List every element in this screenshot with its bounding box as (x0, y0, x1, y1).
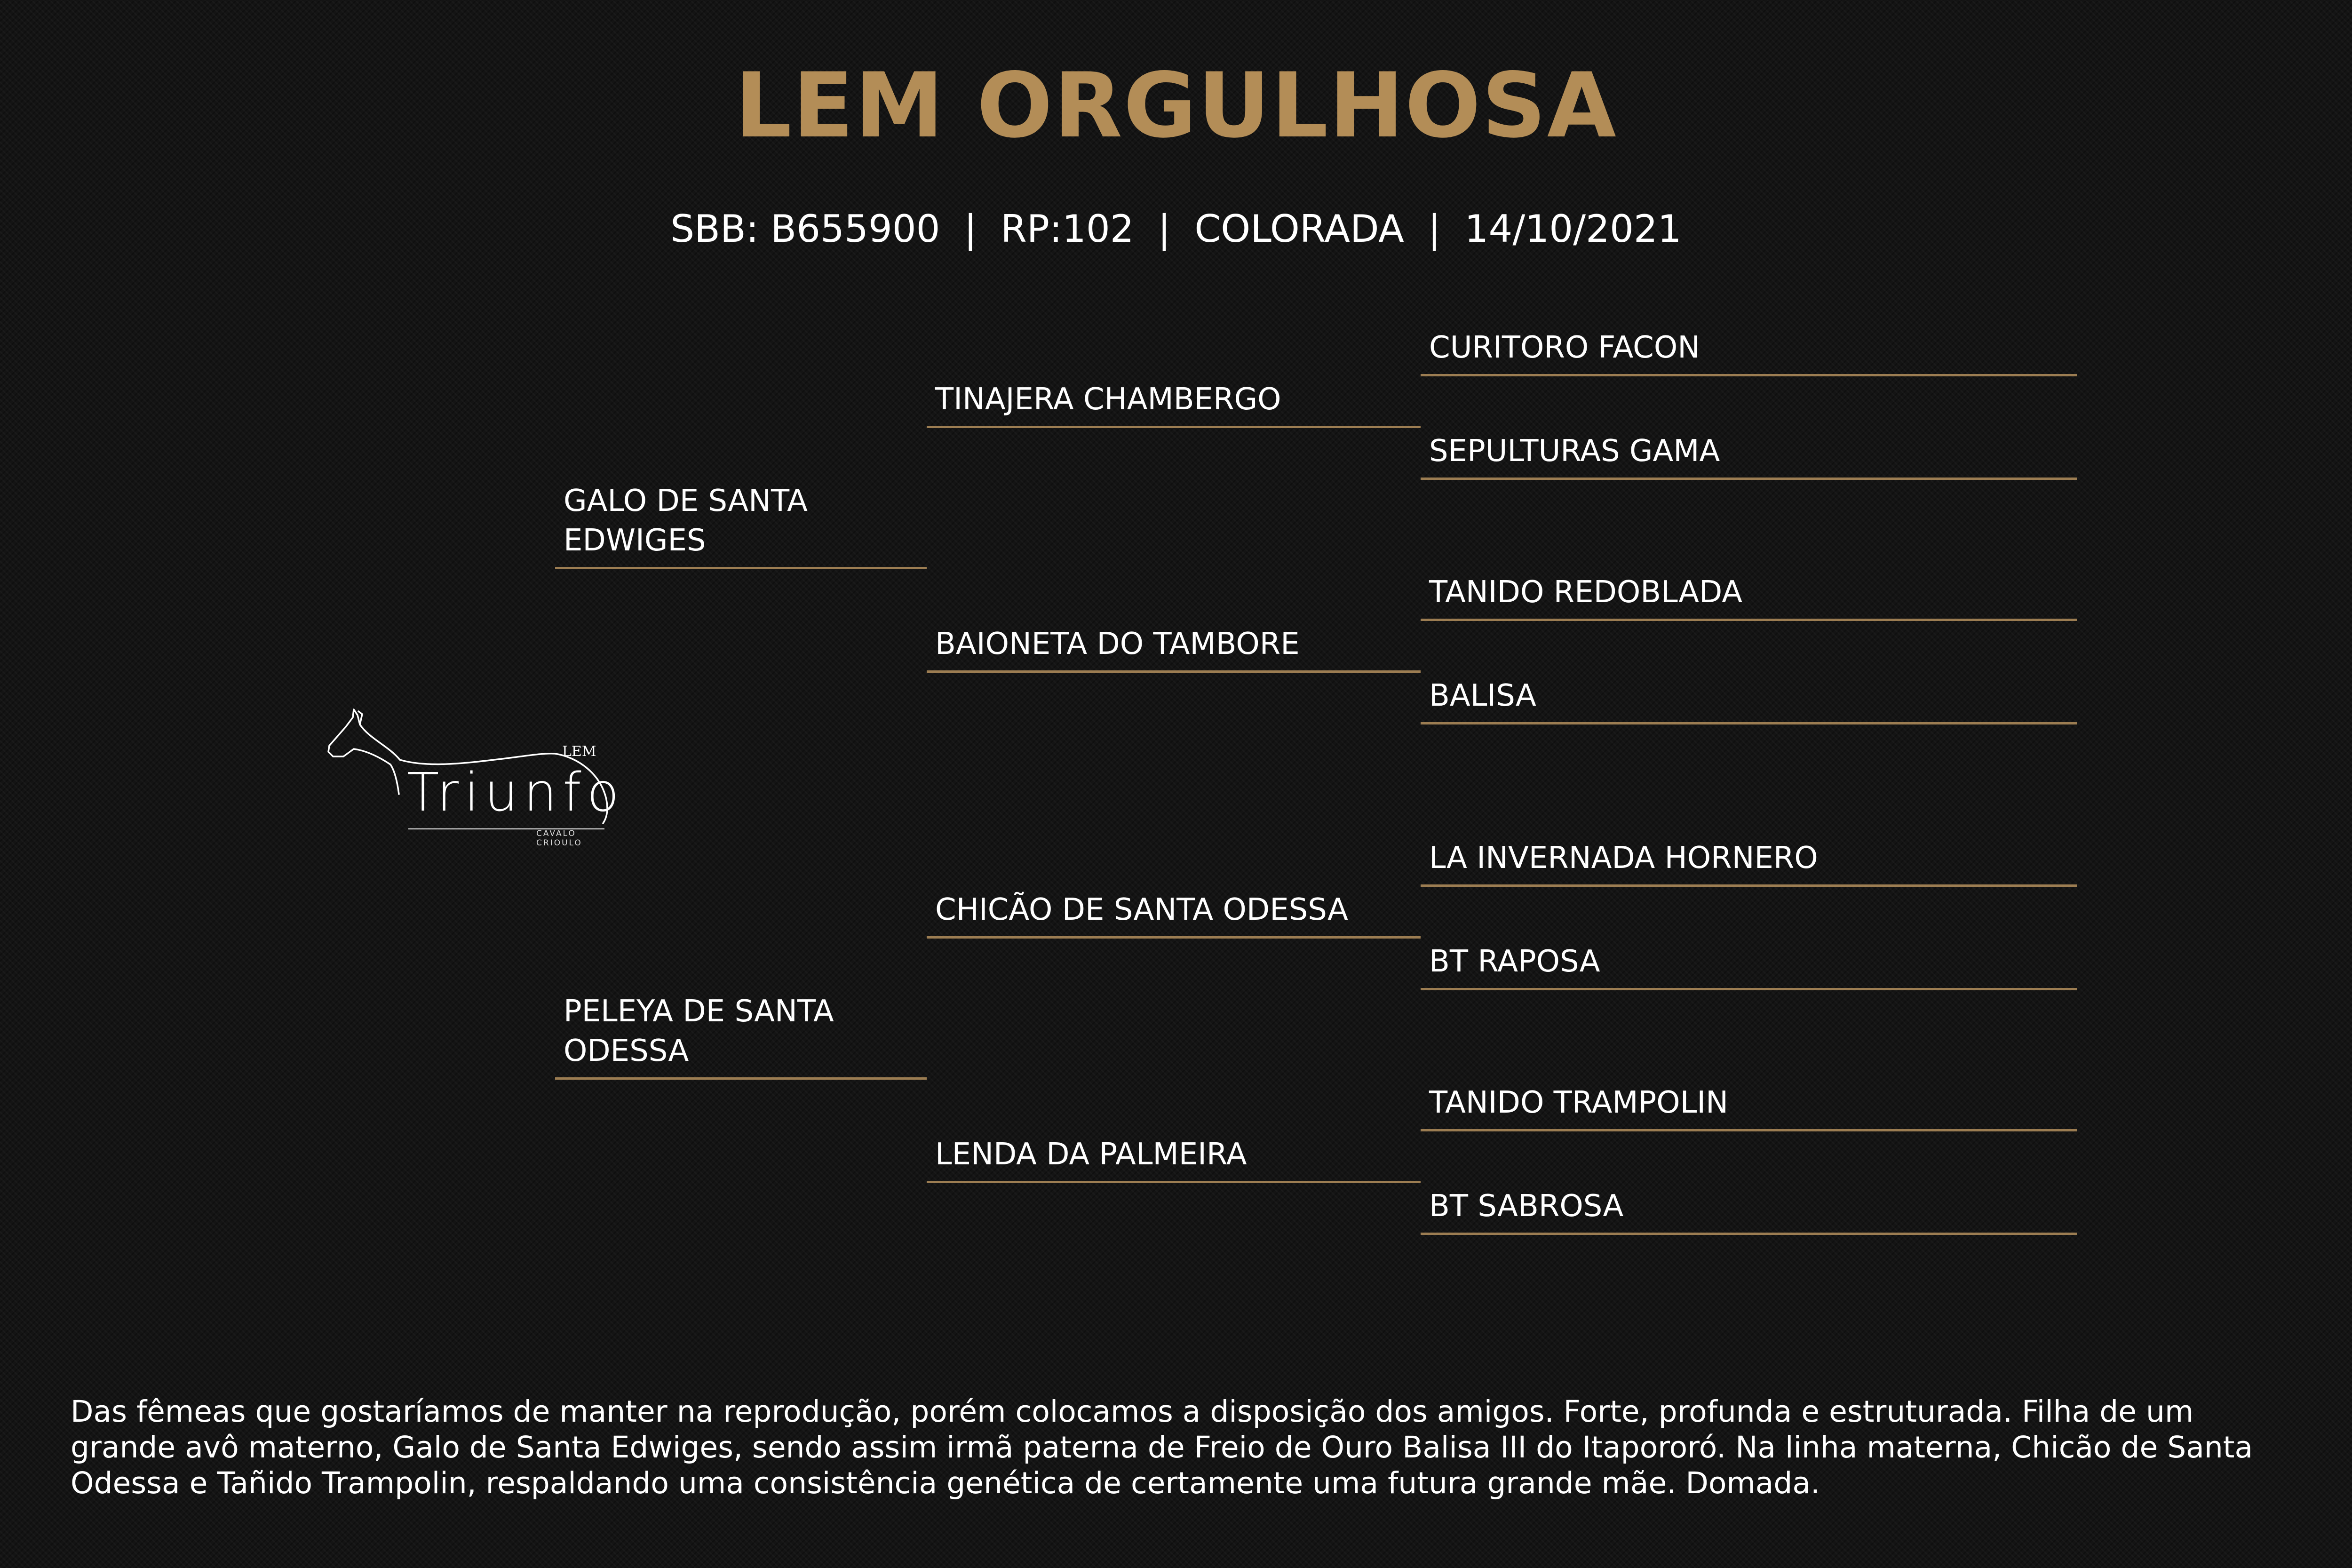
ancestor-name: LA INVERNADA HORNERO (1429, 841, 1818, 876)
description-text: Das fêmeas que gostaríamos de manter na reprodução, porém colocamos a disposição dos amigos. Forte, profunda e estruturada. Filha de um grande avô materno, Galo de Santa Edwiges, sendo assim irmã paterna de Freio de Ouro Balisa III do Itapororó. Na linha materna, Chicão de Santa Odessa e Tañido Trampolin, respaldando uma consistência genética de certamente uma futura grande mãe. Domada. (71, 1394, 2253, 1500)
ancestor-name: TANIDO TRAMPOLIN (1429, 1085, 1728, 1120)
paternal-granddam-entry (927, 627, 1421, 673)
triunfo-logo (325, 668, 626, 847)
dam-name: PELEYA DE SANTA ODESSA (564, 994, 834, 1068)
ancestor-name: BT RAPOSA (1429, 944, 1600, 979)
ancestor-entry (1421, 678, 2077, 724)
logo-text: Triunfo (407, 762, 625, 823)
paternal-granddam-name: BAIONETA DO TAMBORE (935, 627, 1300, 661)
ancestor-entry (1421, 1189, 2077, 1235)
maternal-grandsire-name: CHICÃO DE SANTA ODESSA (935, 892, 1348, 927)
maternal-granddam-name: LENDA DA PALMEIRA (935, 1137, 1247, 1172)
ancestor-entry (1421, 841, 2077, 887)
lem-mark: LEM (562, 743, 596, 760)
maternal-granddam-entry (927, 1137, 1421, 1183)
logo-subtext: CAVALO CRIOULO (536, 829, 582, 848)
ancestor-entry (1421, 575, 2077, 621)
ancestor-name: CURITORO FACON (1429, 330, 1700, 365)
horse-name-title: LEM ORGULHOSA (735, 54, 1617, 158)
paternal-grandsire-entry (927, 382, 1421, 428)
sire-entry (555, 484, 927, 569)
maternal-grandsire-entry (927, 892, 1421, 939)
ancestor-entry (1421, 1085, 2077, 1131)
ancestor-name: SEPULTURAS GAMA (1429, 434, 1720, 469)
paternal-grandsire-name: TINAJERA CHAMBERGO (935, 382, 1281, 417)
ancestor-entry (1421, 330, 2077, 376)
ancestor-name: TANIDO REDOBLADA (1429, 575, 1742, 610)
ancestor-entry (1421, 944, 2077, 990)
ancestor-name: BALISA (1429, 678, 1536, 713)
sire-name: GALO DE SANTA EDWIGES (564, 484, 808, 558)
dam-entry (555, 994, 927, 1080)
ancestor-name: BT SABROSA (1429, 1189, 1624, 1224)
ancestor-entry (1421, 434, 2077, 480)
registration-info: SBB: B655900 | RP:102 | COLORADA | 14/10/2021 (670, 207, 1682, 251)
